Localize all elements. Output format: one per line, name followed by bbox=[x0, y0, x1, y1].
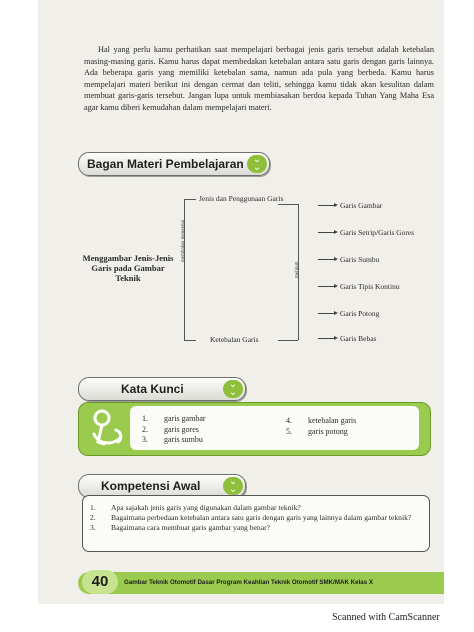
kata-kunci-banner bbox=[78, 377, 246, 401]
list-item: 5. garis potong bbox=[286, 426, 348, 436]
bracket-left-bottom bbox=[184, 340, 196, 341]
bracket-right-bottom bbox=[278, 340, 298, 341]
item-garis-gambar: Garis Gambar bbox=[340, 201, 383, 210]
branch-jenis-garis: Jenis dan Penggunaan Garis bbox=[199, 194, 284, 203]
branch-ketebalan-garis: Ketebalan Garis bbox=[210, 335, 259, 344]
chevron-down-icon: ⌄ ⌄ bbox=[223, 477, 243, 495]
intro-paragraph: Hal yang perlu kamu perhatikan saat mempelajari berbagai jenis garis tersebut adalah ketebalan masing-masing garis. Kamu harus dapat membedakan ketebalan antara satu garis dengan garis lainnya. Ada beberapa garis yang memiliki ketebalan sama, namun ada pula yang berbeda. Kamu harus mempelajari materi berikut ini dengan cermat dan teliti, sehingga kamu tidak akan kesulitan dalam membuat garis-garis tersebut. Jangan lupa untuk membiasakan berdoa kepada Tuhan Yang Maha Esa agar kamu diberi kemudahan dalam mempelajari materi. bbox=[84, 45, 434, 112]
arrow-right-icon bbox=[318, 338, 335, 339]
scan-watermark: Scanned with CamScanner bbox=[332, 612, 440, 623]
list-item: 1. garis gambar bbox=[142, 414, 206, 423]
item-garis-setrip: Garis Setrip/Garis Gores bbox=[340, 228, 415, 237]
arrow-right-icon bbox=[318, 232, 335, 233]
item-garis-bebas: Garis Bebas bbox=[340, 334, 377, 343]
sub-connector-label: meliputi bbox=[295, 261, 300, 278]
kompetensi-awal-title: Kompetensi Awal bbox=[101, 479, 201, 493]
list-item: 3. garis sumbu bbox=[142, 435, 203, 444]
list-item: 1. Apa sajakah jenis garis yang digunakan dalam gambar teknik? bbox=[90, 503, 301, 512]
key-icon bbox=[88, 406, 126, 450]
arrow-right-icon bbox=[318, 286, 335, 287]
list-item: 4. ketebalan garis bbox=[286, 416, 357, 425]
item-garis-sumbu: Garis Sumbu bbox=[340, 255, 380, 264]
arrow-right-icon bbox=[318, 313, 335, 314]
kata-kunci-title: Kata Kunci bbox=[121, 382, 184, 396]
kompetensi-awal-list bbox=[90, 503, 424, 533]
bagan-materi-title: Bagan Materi Pembelajaran bbox=[87, 157, 244, 171]
list-item: 2. Bagaimana perbedaan ketebalan antara satu garis dengan garis yang lainnya dalam gambar teknik? bbox=[90, 513, 412, 522]
list-item: 3. Bagaimana cara membuat garis gambar yang benar? bbox=[90, 523, 270, 532]
bagan-materi-banner bbox=[78, 152, 270, 176]
kata-kunci-right-column bbox=[286, 416, 356, 437]
item-garis-potong: Garis Potong bbox=[340, 309, 380, 318]
chevron-down-icon: ⌄ ⌄ bbox=[247, 155, 267, 173]
page-number: 40 bbox=[82, 570, 118, 594]
arrow-right-icon bbox=[318, 205, 335, 206]
arrow-right-icon bbox=[318, 259, 335, 260]
bracket-left-top bbox=[184, 199, 196, 200]
chevron-down-icon: ⌄ ⌄ bbox=[223, 380, 243, 398]
bracket-right-top bbox=[278, 204, 298, 205]
list-item: 2. garis gores bbox=[142, 424, 199, 434]
footer-text: Gambar Teknik Otomotif Dasar Program Keahlian Teknik Otomotif SMK/MAK Kelas X bbox=[124, 579, 374, 586]
item-garis-tipis: Garis Tipis Kontinu bbox=[340, 282, 400, 291]
main-topic: Menggambar Jenis-Jenis Garis pada Gambar Teknik bbox=[82, 253, 174, 283]
kata-kunci-left-column bbox=[142, 414, 206, 446]
connector-label: membahas mengenai bbox=[181, 219, 186, 262]
